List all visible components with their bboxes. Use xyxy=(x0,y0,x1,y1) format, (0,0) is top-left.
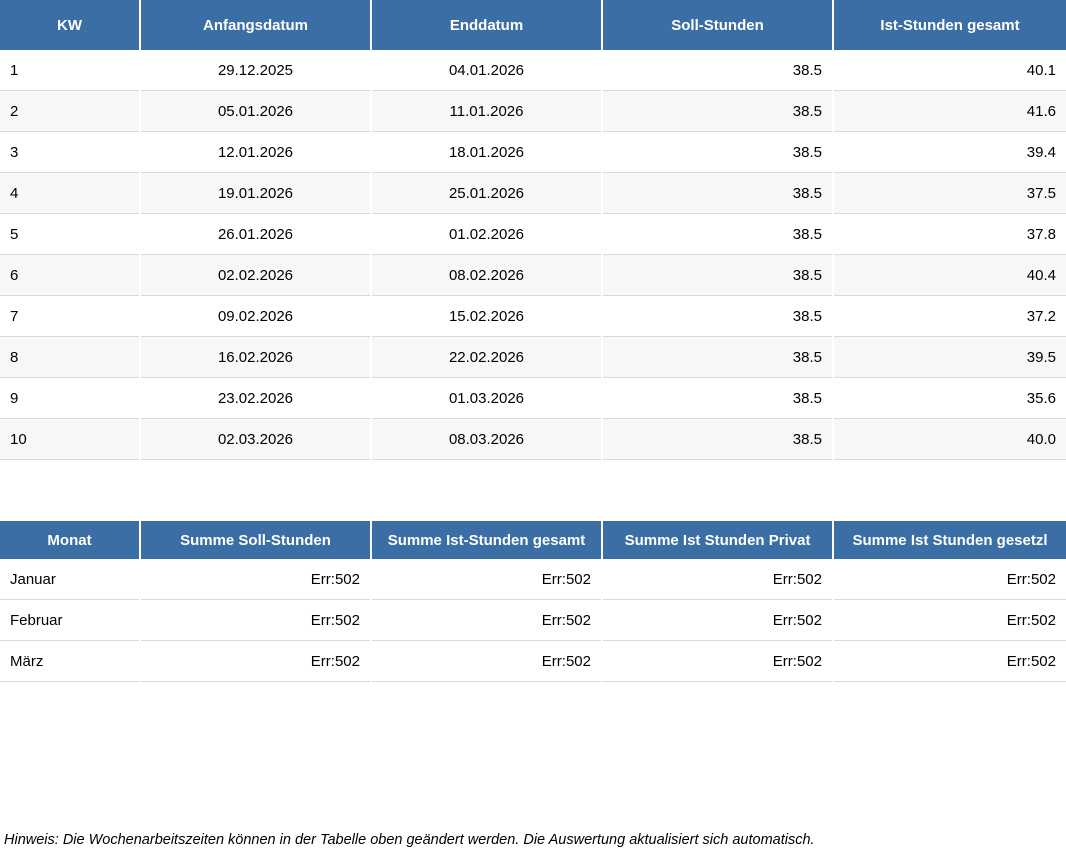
table-row xyxy=(0,378,1066,419)
cell-summe-soll[interactable]: Err:502 xyxy=(140,600,371,641)
cell-ist-stunden[interactable]: 40.0 xyxy=(833,419,1066,460)
cell-anfangsdatum[interactable]: 02.03.2026 xyxy=(140,419,371,460)
cell-anfangsdatum[interactable]: 05.01.2026 xyxy=(140,91,371,132)
cell-enddatum[interactable]: 08.02.2026 xyxy=(371,255,602,296)
table-row xyxy=(0,255,1066,296)
column-header-anfangsdatum[interactable]: Anfangsdatum xyxy=(140,0,371,50)
cell-kw[interactable]: 3 xyxy=(0,132,140,173)
cell-soll-stunden[interactable]: 38.5 xyxy=(602,173,833,214)
cell-summe-ist-gesamt[interactable]: Err:502 xyxy=(371,641,602,682)
cell-summe-ist-privat[interactable]: Err:502 xyxy=(602,559,833,600)
cell-ist-stunden[interactable]: 40.1 xyxy=(833,50,1066,91)
cell-summe-ist-gesetzlich[interactable]: Err:502 xyxy=(833,559,1066,600)
cell-ist-stunden[interactable]: 40.4 xyxy=(833,255,1066,296)
cell-soll-stunden[interactable]: 38.5 xyxy=(602,132,833,173)
table-row xyxy=(0,559,1066,600)
column-header-summe-ist-stunden-privat[interactable]: Summe Ist Stunden Privat xyxy=(602,521,833,559)
cell-kw[interactable]: 5 xyxy=(0,214,140,255)
cell-kw[interactable]: 6 xyxy=(0,255,140,296)
cell-soll-stunden[interactable]: 38.5 xyxy=(602,419,833,460)
cell-monat[interactable]: Januar xyxy=(0,559,140,600)
cell-anfangsdatum[interactable]: 29.12.2025 xyxy=(140,50,371,91)
cell-soll-stunden[interactable]: 38.5 xyxy=(602,50,833,91)
cell-ist-stunden[interactable]: 39.4 xyxy=(833,132,1066,173)
column-header-summe-soll-stunden[interactable]: Summe Soll-Stunden xyxy=(140,521,371,559)
cell-summe-ist-privat[interactable]: Err:502 xyxy=(602,641,833,682)
column-header-monat[interactable]: Monat xyxy=(0,521,140,559)
table-row xyxy=(0,214,1066,255)
cell-anfangsdatum[interactable]: 19.01.2026 xyxy=(140,173,371,214)
cell-soll-stunden[interactable]: 38.5 xyxy=(602,91,833,132)
table-row xyxy=(0,419,1066,460)
cell-ist-stunden[interactable]: 37.8 xyxy=(833,214,1066,255)
table-row xyxy=(0,600,1066,641)
cell-ist-stunden[interactable]: 37.5 xyxy=(833,173,1066,214)
cell-anfangsdatum[interactable]: 16.02.2026 xyxy=(140,337,371,378)
cell-soll-stunden[interactable]: 38.5 xyxy=(602,296,833,337)
table-row xyxy=(0,173,1066,214)
cell-kw[interactable]: 9 xyxy=(0,378,140,419)
cell-anfangsdatum[interactable]: 09.02.2026 xyxy=(140,296,371,337)
cell-anfangsdatum[interactable]: 23.02.2026 xyxy=(140,378,371,419)
cell-enddatum[interactable]: 11.01.2026 xyxy=(371,91,602,132)
monthly-summary-table xyxy=(0,521,1066,682)
column-header-enddatum[interactable]: Enddatum xyxy=(371,0,602,50)
cell-summe-ist-privat[interactable]: Err:502 xyxy=(602,600,833,641)
column-header-kw[interactable]: KW xyxy=(0,0,140,50)
table-header-row xyxy=(0,0,1066,50)
cell-ist-stunden[interactable]: 35.6 xyxy=(833,378,1066,419)
footnote-text: Hinweis: Die Wochenarbeitszeiten können in der Tabelle oben geändert werden. Die Auswertung aktualisiert sich automatisch. xyxy=(4,832,815,848)
cell-summe-soll[interactable]: Err:502 xyxy=(140,559,371,600)
cell-anfangsdatum[interactable]: 02.02.2026 xyxy=(140,255,371,296)
cell-enddatum[interactable]: 15.02.2026 xyxy=(371,296,602,337)
cell-anfangsdatum[interactable]: 26.01.2026 xyxy=(140,214,371,255)
cell-kw[interactable]: 4 xyxy=(0,173,140,214)
table-row xyxy=(0,296,1066,337)
cell-enddatum[interactable]: 22.02.2026 xyxy=(371,337,602,378)
column-header-summe-ist-stunden-gesamt[interactable]: Summe Ist-Stunden gesamt xyxy=(371,521,602,559)
cell-enddatum[interactable]: 08.03.2026 xyxy=(371,419,602,460)
cell-enddatum[interactable]: 25.01.2026 xyxy=(371,173,602,214)
cell-monat[interactable]: März xyxy=(0,641,140,682)
cell-summe-soll[interactable]: Err:502 xyxy=(140,641,371,682)
cell-ist-stunden[interactable]: 37.2 xyxy=(833,296,1066,337)
table-row xyxy=(0,132,1066,173)
cell-kw[interactable]: 10 xyxy=(0,419,140,460)
cell-enddatum[interactable]: 04.01.2026 xyxy=(371,50,602,91)
column-header-summe-ist-stunden-gesetzlich[interactable]: Summe Ist Stunden gesetzl xyxy=(833,521,1066,559)
column-header-soll-stunden[interactable]: Soll-Stunden xyxy=(602,0,833,50)
cell-enddatum[interactable]: 18.01.2026 xyxy=(371,132,602,173)
column-header-ist-stunden-gesamt[interactable]: Ist-Stunden gesamt xyxy=(833,0,1066,50)
cell-soll-stunden[interactable]: 38.5 xyxy=(602,255,833,296)
table-row xyxy=(0,50,1066,91)
cell-enddatum[interactable]: 01.03.2026 xyxy=(371,378,602,419)
cell-kw[interactable]: 7 xyxy=(0,296,140,337)
cell-ist-stunden[interactable]: 41.6 xyxy=(833,91,1066,132)
cell-soll-stunden[interactable]: 38.5 xyxy=(602,214,833,255)
cell-enddatum[interactable]: 01.02.2026 xyxy=(371,214,602,255)
cell-summe-ist-gesamt[interactable]: Err:502 xyxy=(371,600,602,641)
table-row xyxy=(0,91,1066,132)
table-header-row xyxy=(0,521,1066,559)
cell-soll-stunden[interactable]: 38.5 xyxy=(602,337,833,378)
cell-summe-ist-gesetzlich[interactable]: Err:502 xyxy=(833,600,1066,641)
cell-kw[interactable]: 1 xyxy=(0,50,140,91)
cell-summe-ist-gesamt[interactable]: Err:502 xyxy=(371,559,602,600)
cell-ist-stunden[interactable]: 39.5 xyxy=(833,337,1066,378)
cell-kw[interactable]: 2 xyxy=(0,91,140,132)
table-row xyxy=(0,337,1066,378)
cell-monat[interactable]: Februar xyxy=(0,600,140,641)
cell-kw[interactable]: 8 xyxy=(0,337,140,378)
table-row xyxy=(0,641,1066,682)
cell-summe-ist-gesetzlich[interactable]: Err:502 xyxy=(833,641,1066,682)
cell-anfangsdatum[interactable]: 12.01.2026 xyxy=(140,132,371,173)
cell-soll-stunden[interactable]: 38.5 xyxy=(602,378,833,419)
